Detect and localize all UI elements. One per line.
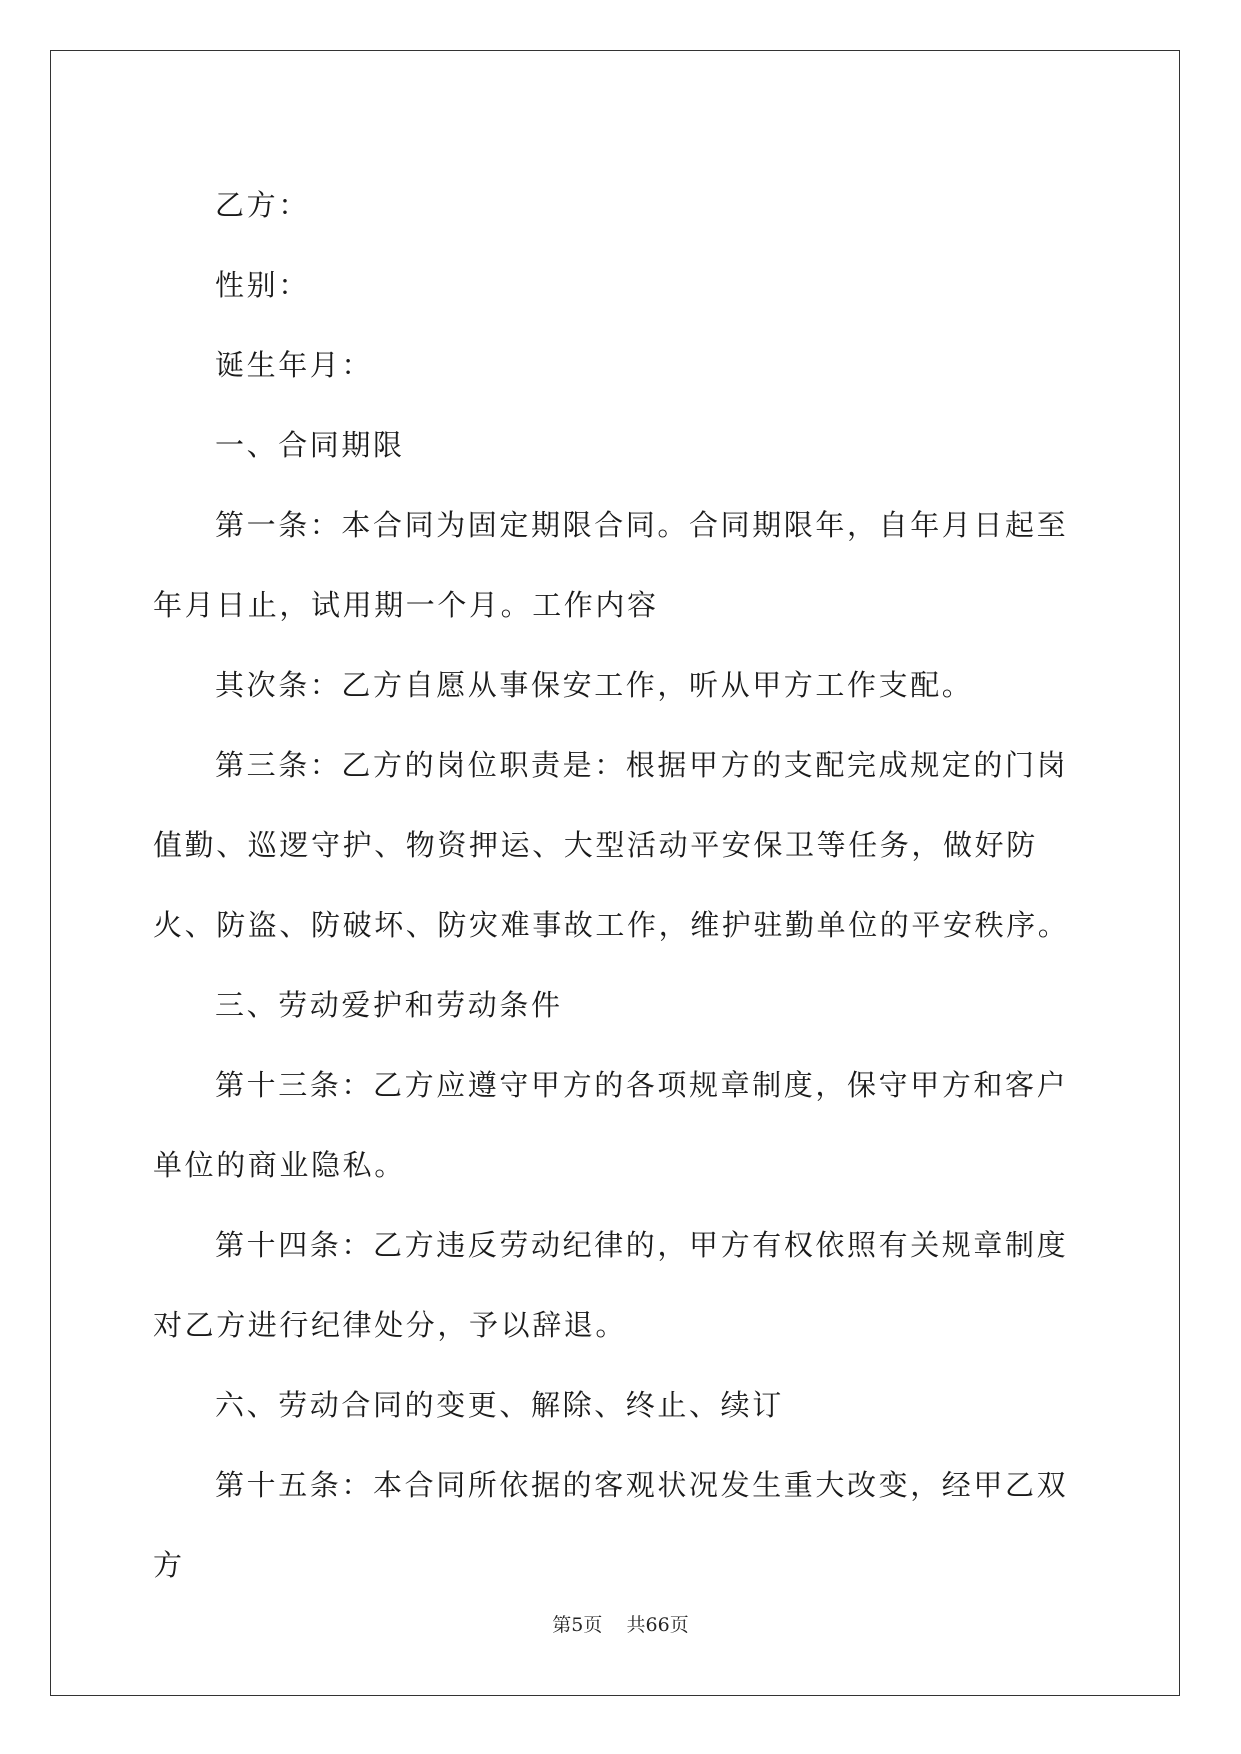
article-1: 第一条：本合同为固定期限合同。合同期限年，自年月日起至年月日止，试用期一个月。工作内容 (153, 508, 1069, 622)
article-15: 第十五条：本合同所依据的客观状况发生重大改变，经甲乙双方 (153, 1468, 1069, 1582)
paragraph-birth-date: 诞生年月： (215, 348, 374, 382)
section-heading-contract-term: 一、合同期限 (215, 428, 405, 462)
article-2: 其次条：乙方自愿从事保安工作，听从甲方工作支配。 (215, 668, 974, 702)
page-number: 5 (571, 1614, 584, 1636)
total-prefix: 共 (626, 1614, 646, 1636)
paragraph-gender: 性别： (215, 268, 310, 302)
article-13: 第十三条：乙方应遵守甲方的各项规章制度，保守甲方和客户单位的商业隐私。 (153, 1068, 1069, 1182)
total-pages: 66 (645, 1614, 670, 1636)
section-heading-labor-protection: 三、劳动爱护和劳动条件 (215, 988, 563, 1022)
article-14: 第十四条：乙方违反劳动纪律的，甲方有权依照有关规章制度对乙方进行纪律处分，予以辞退。 (153, 1228, 1069, 1342)
total-suffix: 页 (669, 1614, 689, 1636)
page-prefix: 第 (552, 1614, 572, 1636)
page-footer (0, 1610, 1241, 1637)
section-heading-contract-changes: 六、劳动合同的变更、解除、终止、续订 (215, 1388, 784, 1422)
page-suffix: 页 (583, 1614, 603, 1636)
paragraph-party-b: 乙方： (215, 188, 310, 222)
article-3: 第三条：乙方的岗位职责是：根据甲方的支配完成规定的门岗值勤、巡逻守护、物资押运、大型活动平安保卫等任务，做好防火、防盗、防破坏、防灾难事故工作，维护驻勤单位的平安秩序。 (153, 748, 1070, 942)
document-body (153, 165, 1088, 1605)
